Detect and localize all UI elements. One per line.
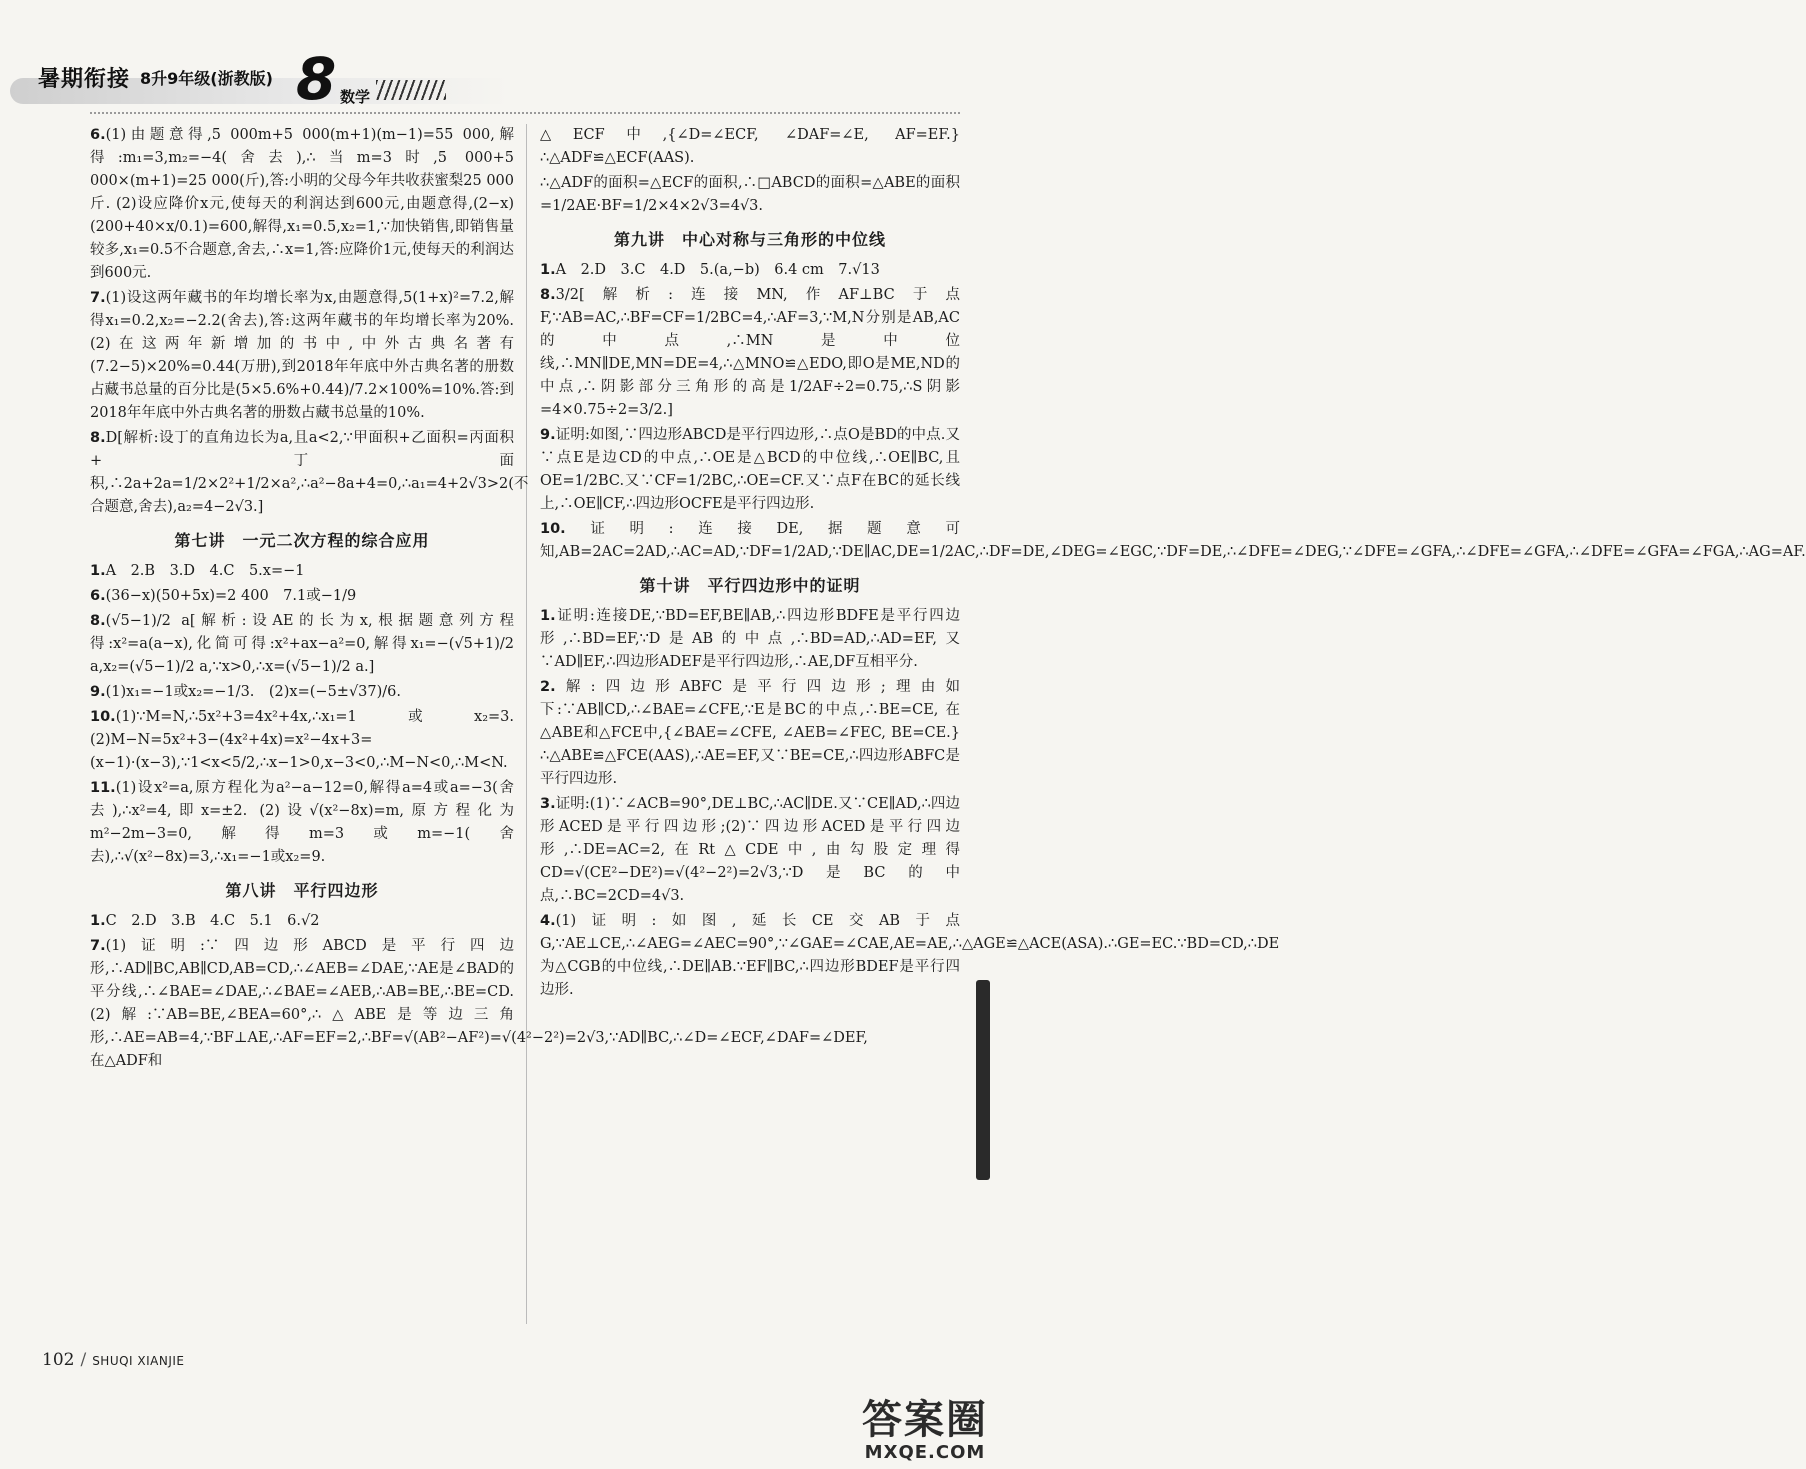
- page-header: [0, 0, 1000, 135]
- answer-text: ∴△ADF的面积=△ECF的面积,∴□ABCD的面积=△ABE的面积=1/2AE·BF=1/2×4×2√3=4√3.: [540, 175, 960, 214]
- right-top-answers: [540, 124, 960, 218]
- answer-item: [540, 124, 960, 170]
- answer-number: 8.: [90, 613, 106, 629]
- section-7-answers: [90, 560, 514, 869]
- section-10-answers: [540, 605, 1280, 1002]
- answer-text: 证明:如图,∵四边形ABCD是平行四边形,∴点O是BD的中点.又∵点E是边CD的中点,∴OE是△BCD的中位线,∴OE∥BC,且OE=1/2BC.又∵CF=1/2BC,∴OE=CF.又∵点F在BC的延长线上,∴OE∥CF,∴四边形OCFE是平行四边形.: [540, 427, 960, 512]
- answer-text: A 2.B 3.D 4.C 5.x=−1: [105, 563, 305, 579]
- section-9-answers: [540, 259, 1806, 564]
- answer-text: (1)由题意得,5 000m+5 000(m+1)(m−1)=55 000,解得:m₁=3,m₂=−4(舍去),∴当m=3时,5 000+5 000×(m+1)=25 000(斤),答:小明的父母今年共收获蜜梨25 000斤. (2)设应降价x元,使每天的利润达到600元,由题意得,(2−x)(200+40×x/0.1)=600,解得,x₁=0.5,x₂=1,∵加快销售,即销售量较多,x₁=0.5不合题意,舍去,∴x=1,答:应降价1元,使每天的利润达到600元.: [90, 127, 514, 281]
- answer-text: 证明:(1)∵∠ACB=90°,DE⊥BC,∴AC∥DE.又∵CE∥AD,∴四边形ACED是平行四边形;(2)∵四边形ACED是平行四边形,∴DE=AC=2,在Rt△CDE中,由勾股定理得CD=√(CE²−DE²)=√(4²−2²)=2√3,∵D是BC的中点,∴BC=2CD=4√3.: [540, 796, 960, 904]
- site-watermark: [862, 1398, 988, 1463]
- answer-item: [90, 287, 514, 425]
- answer-item: [540, 793, 960, 908]
- answer-number: 6.: [90, 127, 106, 143]
- footer-separator: /: [80, 1350, 87, 1370]
- answer-item: [540, 284, 960, 422]
- watermark-en: MXQE.COM: [864, 1442, 986, 1463]
- answer-number: 1.: [540, 262, 556, 278]
- subject-label: 数学: [340, 88, 371, 106]
- answer-item: [90, 777, 514, 869]
- answer-item: [540, 518, 1806, 564]
- section-title-8: 第八讲 平行四边形: [225, 881, 379, 900]
- answer-text: (1)设这两年藏书的年均增长率为x,由题意得,5(1+x)²=7.2,解得x₁=0.2,x₂=−2.2(舍去),答:这两年藏书的年均增长率为20%. (2)在这两年新增加的书中,中外古典名著有(7.2−5)×20%=0.44(万册),到2018年年底中外古典名著的册数占藏书总量的百分比是(5×5.6%+0.44)/7.2×100%=10%.答:到2018年年底中外古典名著的册数占藏书总量的10%.: [90, 290, 514, 421]
- answer-text: C 2.D 3.B 4.C 5.1 6.√2: [105, 913, 320, 929]
- answer-number: 1.: [540, 608, 556, 624]
- book-grade: 8升9年级(浙教版): [140, 69, 273, 88]
- column-divider: [526, 124, 527, 1324]
- answer-item: [540, 676, 960, 791]
- answer-text: (1)x₁=−1或x₂=−1/3. (2)x=(−5±√37)/6.: [105, 684, 402, 700]
- section-title-9: 第九讲 中心对称与三角形的中位线: [613, 230, 886, 249]
- page-edge-tab: [976, 980, 990, 1180]
- answer-item: [540, 910, 1280, 1002]
- answer-item: [540, 259, 960, 282]
- answer-text: (1)证明:∵四边形ABCD是平行四边形,∴AD∥BC,AB∥CD,AB=CD,∴∠AEB=∠DAE,∵AE是∠BAD的平分线,∴∠BAE=∠DAE,∴∠BAE=∠AEB,∴AB=BE,∴BE=CD. (2)解:∵AB=BE,∠BEA=60°,∴△ABE是等边三角形,∴AE=AB=4,∵BF⊥AE,∴AF=EF=2,∴BF=√(AB²−AF²)=√(4²−2²)=2√3,∵AD∥BC,∴∠D=∠ECF,∠DAF=∠DEF,在△ADF和: [90, 938, 868, 1069]
- left-top-answers: [90, 124, 529, 519]
- answer-text: 证明:连接DE,∵BD=EF,BE∥AB,∴四边形BDFE是平行四边形,∴BD=EF,∵D是AB的中点,∴BD=AD,∴AD=EF,又∵AD∥EF,∴四边形ADEF是平行四边形,∴AE,DF互相平分.: [540, 608, 960, 670]
- answer-item: [90, 706, 514, 775]
- answer-number: 8.: [540, 287, 556, 303]
- answer-item: [90, 610, 514, 679]
- answer-number: 1.: [90, 913, 106, 929]
- answer-number: 10.: [90, 709, 116, 725]
- answer-text: D[解析:设丁的直角边长为a,且a<2,∵甲面积+乙面积=丙面积+丁面积,∴2a+2a=1/2×2²+1/2×a²,∴a²−8a+4=0,∴a₁=4+2√3>2(不合题意,舍去),a₂=4−2√3.]: [90, 430, 529, 515]
- answer-item: [540, 424, 960, 516]
- big-grade-number: 8: [296, 45, 337, 113]
- answer-text: 3/2[解析:连接MN,作AF⊥BC于点F,∵AB=AC,∴BF=CF=1/2BC=4,∴AF=3,∵M,N分别是AB,AC的中点,∴MN是中位线,∴MN∥DE,MN=DE=4,∴△MNO≌△EDO,即O是ME,ND的中点,∴阴影部分三角形的高是1/2AF÷2=0.75,∴S阴影=4×0.75÷2=3/2.]: [540, 287, 960, 418]
- answer-item: [90, 427, 529, 519]
- running-title: SHUQI XIANJIE: [92, 1354, 185, 1368]
- answer-text: △ECF中,{∠D=∠ECF, ∠DAF=∠E, AF=EF.} ∴△ADF≌△ECF(AAS).: [540, 127, 960, 166]
- answer-text: (1)证明:如图,延长CE交AB于点G,∵AE⊥CE,∴∠AEG=∠AEC=90°,∵∠GAE=∠CAE,AE=AE,∴△AGE≌△ACE(ASA).∴GE=EC.∵BD=CD,∴DE为△CGB的中位线,∴DE∥AB.∵EF∥BC,∴四边形BDEF是平行四边形.: [540, 913, 1280, 998]
- answer-number: 6.: [90, 588, 106, 604]
- answer-text: A 2.D 3.C 4.D 5.(a,−b) 6.4 cm 7.√13: [555, 262, 880, 278]
- answer-text: 证明:连接DE,据题意可知,AB=2AC=2AD,∴AC=AD,∵DF=1/2AD,∵DE∥AC,DE=1/2AC,∴DF=DE,∠DEG=∠EGC,∵DF=DE,∴∠DFE=∠DEG,∵∠DFE=∠GFA,∴∠DFE=∠GFA,∴∠DFE=∠GFA=∠FGA,∴AG=AF.: [540, 521, 1806, 560]
- answer-text: (36−x)(50+5x)=2 400 7.1或−1/9: [105, 588, 357, 604]
- page-number: 102: [42, 1350, 75, 1370]
- answer-number: 1.: [90, 563, 106, 579]
- section-title-10: 第十讲 平行四边形中的证明: [639, 576, 861, 595]
- answer-item: [90, 560, 514, 583]
- page-footer: [42, 1350, 185, 1370]
- right-column: [540, 124, 1806, 1004]
- answer-number: 9.: [540, 427, 556, 443]
- answer-text: (1)∵M=N,∴5x²+3=4x²+4x,∴x₁=1或x₂=3.(2)M−N=5x²+3−(4x²+4x)=x²−4x+3=(x−1)·(x−3),∵1<x<5/2,∴x−1>0,x−3<0,∴M−N<0,∴M<N.: [90, 709, 514, 771]
- answer-item: [540, 172, 960, 218]
- answer-item: [90, 124, 514, 285]
- answer-item: [90, 585, 514, 608]
- answer-number: 3.: [540, 796, 556, 812]
- answer-number: 2.: [540, 679, 556, 695]
- answer-text: (√5−1)/2 a[解析:设AE的长为x,根据题意列方程得:x²=a(a−x),化简可得:x²+ax−a²=0,解得x₁=−(√5+1)/2 a,x₂=(√5−1)/2 a,∵x>0,∴x=(√5−1)/2 a.]: [90, 613, 514, 675]
- decorative-hatch: [376, 80, 446, 100]
- answer-item: [90, 910, 514, 933]
- answer-text: 解:四边形ABFC是平行四边形;理由如下:∵AB∥CD,∴∠BAE=∠CFE,∵E是BC的中点,∴BE=CE, 在△ABE和△FCE中,{∠BAE=∠CFE, ∠AEB=∠FEC, BE=CE.} ∴△ABE≌△FCE(AAS),∴AE=EF,又∵BE=CE,∴四边形ABFC是平行四边形.: [540, 679, 960, 787]
- answer-number: 11.: [90, 780, 116, 796]
- answer-number: 10.: [540, 521, 566, 537]
- book-brand: 暑期衔接: [38, 67, 131, 92]
- section-8-answers: [90, 910, 868, 1073]
- section-title-7: 第七讲 一元二次方程的综合应用: [174, 531, 430, 550]
- header-dotted-rule: [90, 112, 960, 114]
- answer-text: (1)设x²=a,原方程化为a²−a−12=0,解得a=4或a=−3(舍去),∴x²=4,即x=±2. (2)设√(x²−8x)=m,原方程化为m²−2m−3=0,解得m=3或m=−1(舍去),∴√(x²−8x)=3,∴x₁=−1或x₂=9.: [90, 780, 514, 865]
- answer-number: 4.: [540, 913, 556, 929]
- answer-number: 7.: [90, 938, 106, 954]
- answer-item: [90, 935, 868, 1073]
- answer-item: [540, 605, 960, 674]
- answer-number: 9.: [90, 684, 106, 700]
- answer-item: [90, 681, 514, 704]
- watermark-cn: 答案圈: [862, 1397, 988, 1443]
- answer-number: 8.: [90, 430, 106, 446]
- answer-number: 7.: [90, 290, 106, 306]
